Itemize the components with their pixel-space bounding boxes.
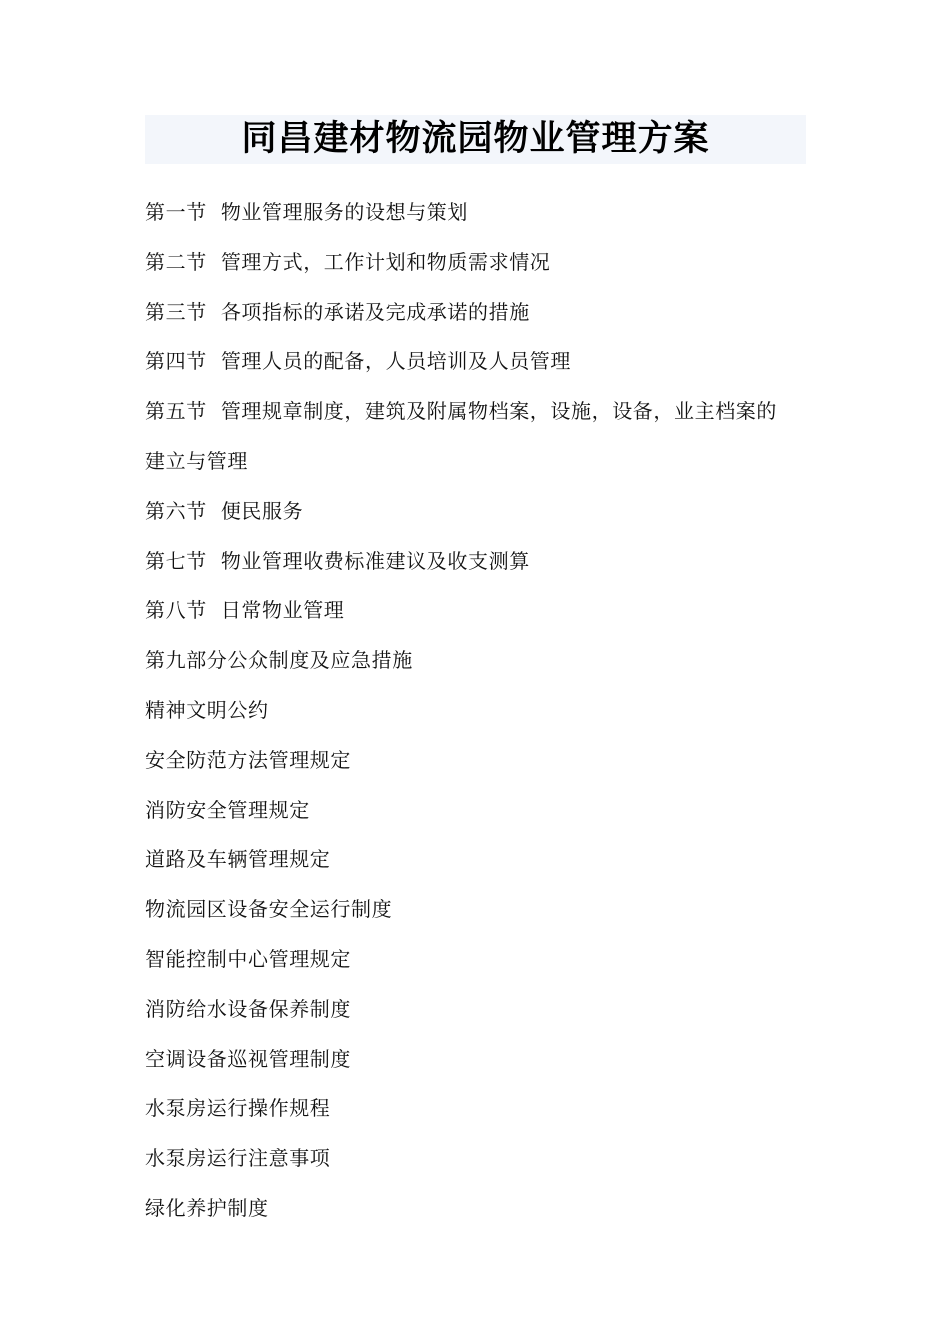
toc-line: [145, 537, 810, 587]
toc-section-number: 第一节: [145, 200, 207, 224]
toc-section-title: 第九部分公众制度及应急措施: [145, 648, 413, 673]
toc-line: [145, 288, 810, 338]
toc-line: [145, 1184, 810, 1234]
toc-line: [145, 935, 810, 985]
toc-section-title: 精神文明公约: [145, 697, 269, 722]
toc-section-number: 第二节: [145, 249, 207, 274]
toc-line: [145, 238, 810, 288]
toc-section-number: 第四节: [145, 349, 207, 374]
toc-section-title: 管理规章制度，建筑及附属物档案，设施，设备，业主档案的: [220, 399, 778, 424]
toc-section-title: 便民服务: [220, 498, 304, 523]
toc-section-title: 水泵房运行操作规程: [145, 1096, 331, 1121]
toc-line: [145, 686, 810, 736]
toc-section-title: 建立与管理: [145, 448, 248, 473]
toc-line: [145, 885, 810, 935]
toc-section-title: 物业管理收费标准建议及收支测算: [220, 548, 530, 573]
toc-line: [145, 1035, 810, 1085]
toc-section-title: 绿化养护制度: [145, 1195, 269, 1220]
toc-line: [145, 487, 810, 537]
toc-line: [145, 835, 810, 885]
toc-line: [145, 586, 810, 636]
toc-section-title: 物流园区设备安全运行制度: [145, 897, 393, 922]
toc-section-title: 各项指标的承诺及完成承诺的措施: [220, 299, 530, 324]
toc-section-title: 智能控制中心管理规定: [145, 946, 351, 971]
toc-line: [145, 1134, 810, 1184]
toc-section-number: 第六节: [145, 498, 207, 523]
document-title: 同昌建材物流园物业管理方案: [241, 119, 710, 159]
toc-section-number: 第八节: [145, 598, 207, 623]
toc-line: [145, 786, 810, 836]
table-of-contents: [145, 188, 810, 1234]
toc-section-title: 道路及车辆管理规定: [145, 847, 331, 872]
toc-section-title: 消防安全管理规定: [145, 797, 310, 822]
toc-section-title: 日常物业管理: [220, 598, 345, 623]
toc-section-title: 管理方式，工作计划和物质需求情况: [220, 249, 551, 274]
toc-line: [145, 736, 810, 786]
toc-section-title: 水泵房运行注意事项: [145, 1146, 331, 1171]
toc-line: [145, 387, 810, 437]
toc-section-title: 管理人员的配备，人员培训及人员管理: [220, 349, 572, 374]
toc-line-continuation: [145, 437, 810, 487]
toc-section-number: 第五节: [145, 399, 207, 424]
toc-section-number: 第三节: [145, 299, 207, 324]
toc-line: [145, 337, 810, 387]
toc-section-title: 物业管理服务的设想与策划: [220, 200, 469, 224]
toc-section-number: 第七节: [145, 548, 207, 573]
toc-section-title: 空调设备巡视管理制度: [145, 1046, 351, 1071]
toc-section-title: 安全防范方法管理规定: [145, 747, 351, 772]
toc-line: [145, 636, 810, 686]
toc-line: [145, 1084, 810, 1134]
toc-line: [145, 188, 810, 238]
toc-section-title: 消防给水设备保养制度: [145, 996, 351, 1021]
toc-line: [145, 985, 810, 1035]
